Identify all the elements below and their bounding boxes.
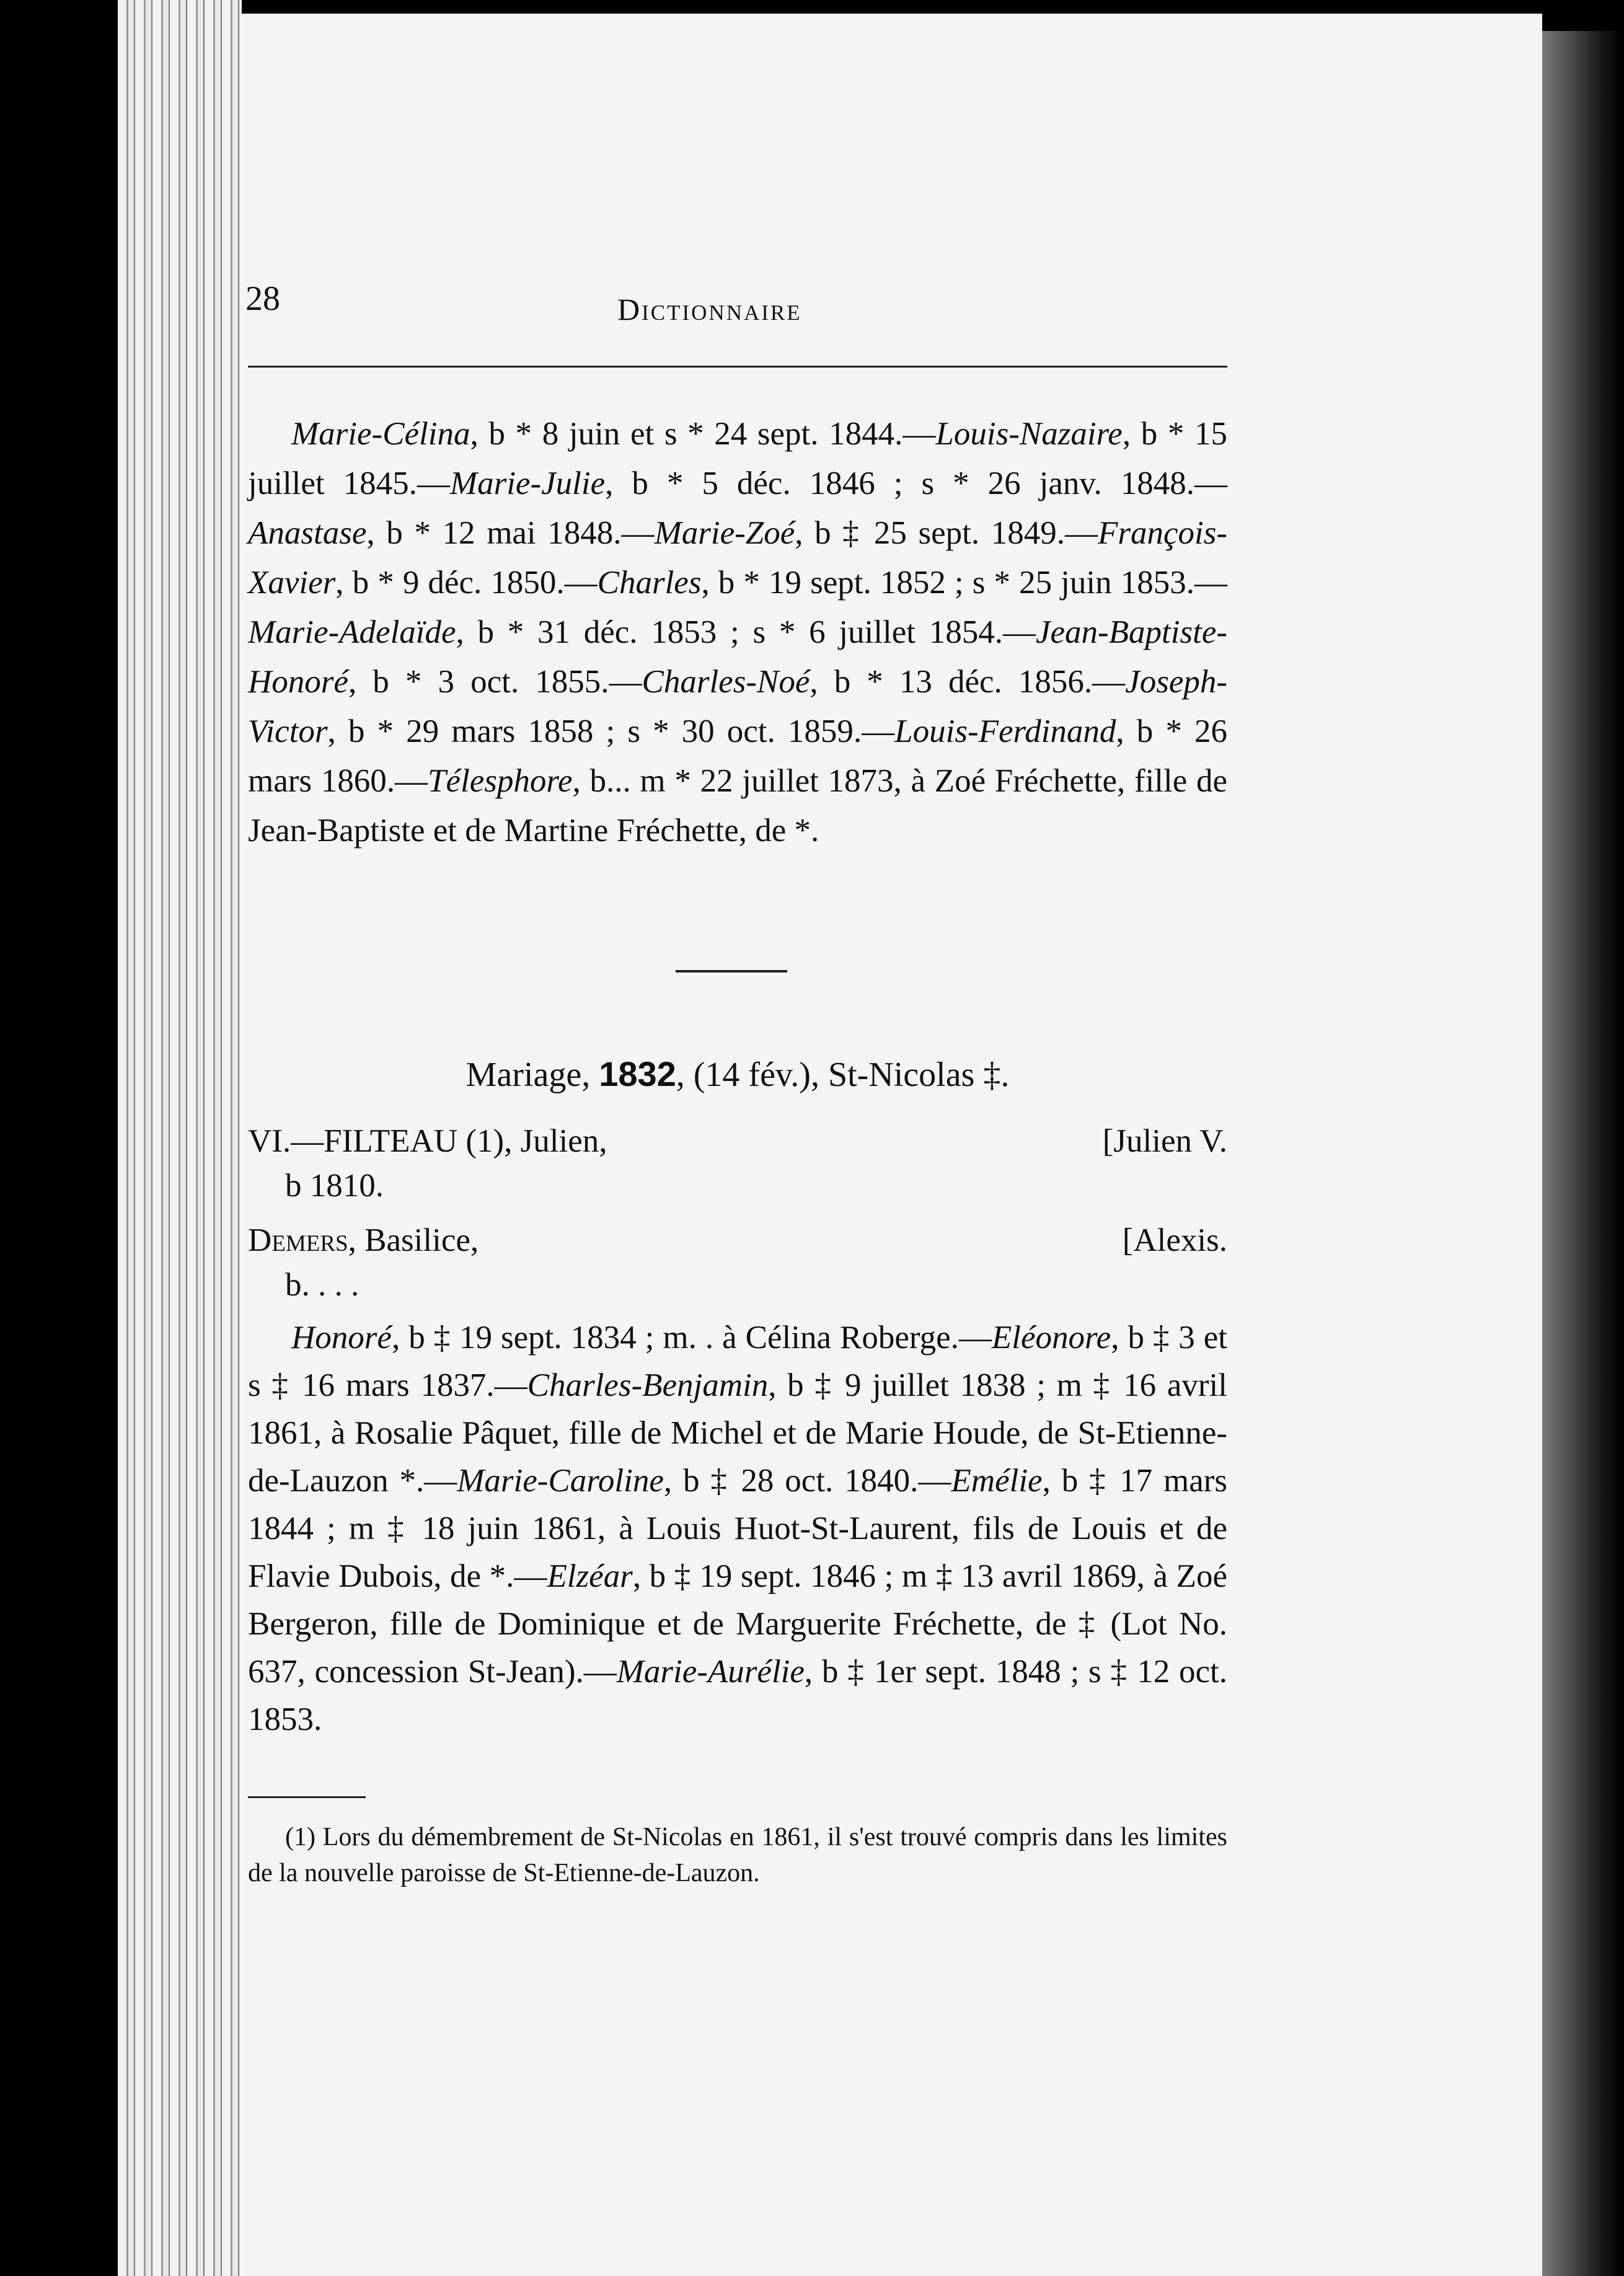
child-name: François-Xavier	[248, 515, 1227, 601]
page-edge-stack	[118, 0, 242, 2276]
entry-text: , b... m * 22 juillet 1873, à Zoé Fréchette, fille de Jean-Baptiste et de Martine Fréchette, de *.	[248, 763, 1227, 849]
child-name: Marie-Julie	[449, 465, 606, 501]
husband-entry	[248, 1119, 1227, 1163]
entry-text: , b * 9 déc. 1850.—	[335, 565, 598, 601]
child-name: Eléonore	[991, 1320, 1111, 1356]
wife-entry	[248, 1218, 1227, 1263]
marriage-suffix: , (14 fév.), St-Nicolas ‡.	[676, 1056, 1010, 1094]
entry-text: , b * 12 mai 1848.—	[366, 515, 655, 551]
child-name: Télesphore	[427, 763, 573, 799]
child-name: Joseph-Victor	[248, 664, 1227, 749]
entry-text: , b * 29 mars 1858 ; s * 30 oct. 1859.—	[327, 713, 895, 749]
wife-name-rest: , Basilice,	[348, 1222, 479, 1258]
entry-text: , b ‡ 1er sept. 1848 ; s ‡ 12 oct. 1853.	[248, 1654, 1227, 1737]
wife-father: [Alexis.	[1122, 1222, 1227, 1258]
entry-text: , b ‡ 25 sept. 1849.—	[795, 515, 1098, 551]
child-name: Marie-Caroline	[457, 1463, 664, 1499]
page-header	[245, 279, 1227, 329]
marriage-heading	[248, 1054, 1227, 1095]
entry-text: , b ‡ 19 sept. 1846 ; m ‡ 13 avril 1869, à Zoé Bergeron, fille de Dominique et de Marguerite Fréchette, de ‡ (Lot No. 637, concession St-Jean).—	[248, 1558, 1227, 1690]
marriage-year: 1832	[599, 1054, 676, 1093]
child-name: Marie-Adelaïde	[248, 614, 456, 650]
child-name: Charles	[597, 565, 702, 601]
paragraph-children-1	[248, 409, 1227, 855]
entry-text: , b * 5 déc. 1846 ; s * 26 janv. 1848.—	[605, 465, 1227, 501]
child-name: Emélie	[951, 1463, 1043, 1499]
husband-father: [Julien V.	[1102, 1123, 1227, 1159]
child-name: Charles-Noé	[642, 664, 810, 700]
running-title: Dictionnaire	[617, 292, 802, 327]
entry-text: , b ‡ 3 et s ‡ 16 mars 1837.—	[248, 1320, 1227, 1403]
entry-text: , b ‡ 9 juillet 1838 ; m ‡ 16 avril 1861, à Rosalie Pâquet, fille de Michel et de Marie Houde, de St-Etienne-de-Lauzon *.—	[248, 1367, 1227, 1499]
child-name: Elzéar	[547, 1558, 633, 1594]
child-name: Anastase	[248, 515, 367, 551]
paragraph-children-2	[248, 1314, 1227, 1744]
child-name: Charles-Benjamin	[527, 1367, 769, 1403]
child-name: Louis-Ferdinand	[894, 713, 1116, 749]
wife-surname: Demers	[248, 1222, 348, 1258]
entry-text: , b * 13 déc. 1856.—	[810, 664, 1126, 700]
footnote: (1) Lors du démembrement de St-Nicolas en 1861, il s'est trouvé compris dans les limites de la nouvelle paroisse de St-Etienne-de-Lauzon.	[248, 1823, 1227, 1887]
wife-birth: b. . . .	[285, 1267, 360, 1303]
child-name: Marie-Zoé	[654, 515, 795, 551]
entry-text: , b * 19 sept. 1852 ; s * 25 juin 1853.—	[701, 565, 1227, 601]
entry-text: , b * 15 juillet 1845.—	[248, 416, 1228, 501]
section-separator	[676, 970, 787, 973]
entry-text: , b * 26 mars 1860.—	[248, 713, 1228, 799]
entry-text: , b * 8 juin et s * 24 sept. 1844.—	[470, 416, 936, 452]
entry-text: , b * 31 déc. 1853 ; s * 6 juillet 1854.—	[456, 614, 1036, 650]
husband-name: VI.—FILTEAU (1), Julien,	[248, 1123, 607, 1159]
page-gutter-shadow	[1542, 31, 1624, 2276]
child-name: Honoré	[291, 1320, 392, 1356]
header-rule	[248, 366, 1227, 368]
husband-birth: b 1810.	[285, 1168, 384, 1204]
page-number: 28	[245, 280, 280, 318]
child-name: Marie-Aurélie	[616, 1654, 805, 1690]
footnote-rule	[248, 1796, 366, 1798]
entry-text: , b * 3 oct. 1855.—	[348, 664, 642, 700]
marriage-prefix: Mariage,	[466, 1056, 599, 1094]
entry-text: , b ‡ 28 oct. 1840.—	[663, 1463, 951, 1499]
entry-text: , b ‡ 19 sept. 1834 ; m. . à Célina Roberge.—	[391, 1320, 992, 1356]
child-name: Marie-Célina	[291, 416, 470, 452]
child-name: Jean-Baptiste-Honoré	[248, 614, 1227, 700]
entry-text: , b ‡ 17 mars 1844 ; m ‡ 18 juin 1861, à Louis Huot-St-Laurent, fils de Louis et de Flavie Dubois, de *.—	[248, 1463, 1227, 1594]
child-name: Louis-Nazaire	[935, 416, 1123, 452]
